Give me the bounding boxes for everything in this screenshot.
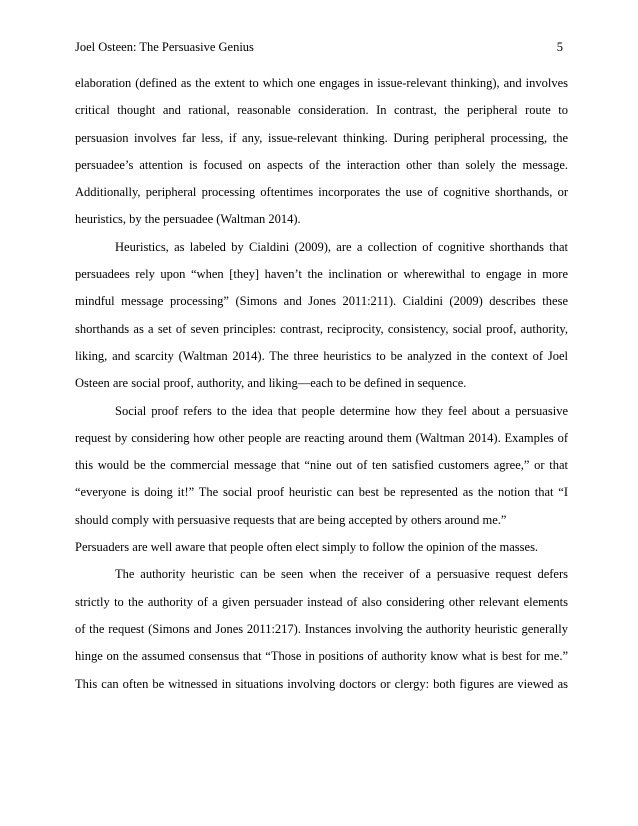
text-line: critical thought and rational, reasonable consideration. In contrast, the peripheral route to: [75, 103, 568, 118]
text-line: heuristics, by the persuadee (Waltman 2014).: [75, 212, 301, 227]
running-head-title: Joel Osteen: The Persuasive Genius: [75, 40, 254, 54]
paragraph-first-line: Social proof refers to the idea that people determine how they feel about a persuasive: [115, 403, 568, 418]
text-line: shorthands as a set of seven principles: contrast, reciprocity, consistency, social proof, authority,: [75, 321, 568, 336]
text-line: this would be the commercial message that “nine out of ten satisfied customers agree,” or that: [75, 458, 568, 473]
text-line: Osteen are social proof, authority, and liking—each to be defined in sequence.: [75, 376, 467, 391]
paragraph-first-line: The authority heuristic can be seen when the receiver of a persuasive request defers: [115, 567, 568, 582]
text-line: persuasion involves far less, if any, issue-relevant thinking. During peripheral processing, the: [75, 130, 568, 145]
text-line: strictly to the authority of a given persuader instead of also considering other relevant elements: [75, 594, 568, 609]
text-line: mindful message processing” (Simons and Jones 2011:211). Cialdini (2009) describes these: [75, 294, 568, 309]
text-line: of the request (Simons and Jones 2011:217). Instances involving the authority heuristic generally: [75, 621, 568, 636]
text-line: should comply with persuasive requests that are being accepted by others around me.”: [75, 512, 507, 527]
text-line: persuadee’s attention is focused on aspects of the interaction other than solely the message.: [75, 157, 568, 172]
body-text: [75, 70, 568, 698]
paragraph-first-line: Heuristics, as labeled by Cialdini (2009), are a collection of cognitive shorthands that: [115, 239, 568, 254]
text-line: elaboration (defined as the extent to which one engages in issue-relevant thinking), and involves: [75, 76, 568, 90]
text-line: hinge on the assumed consensus that “Those in positions of authority know what is best for me.”: [75, 649, 568, 664]
text-line: request by considering how other people are reacting around them (Waltman 2014). Examples of: [75, 430, 568, 445]
text-line: Additionally, peripheral processing oftentimes incorporates the use of cognitive shorthands, or: [75, 185, 568, 200]
text-line: “everyone is doing it!” The social proof heuristic can best be represented as the notion that “I: [75, 485, 568, 500]
text-line: This can often be witnessed in situations involving doctors or clergy: both figures are viewed as: [75, 676, 568, 691]
text-line: persuadees rely upon “when [they] haven’t the inclination or wherewithal to engage in more: [75, 267, 568, 282]
running-header: [75, 38, 563, 56]
page-number: 5: [556, 40, 563, 54]
text-line: Persuaders are well aware that people often elect simply to follow the opinion of the masses.: [75, 540, 539, 555]
text-line: liking, and scarcity (Waltman 2014). The three heuristics to be analyzed in the context of Joel: [75, 348, 568, 363]
